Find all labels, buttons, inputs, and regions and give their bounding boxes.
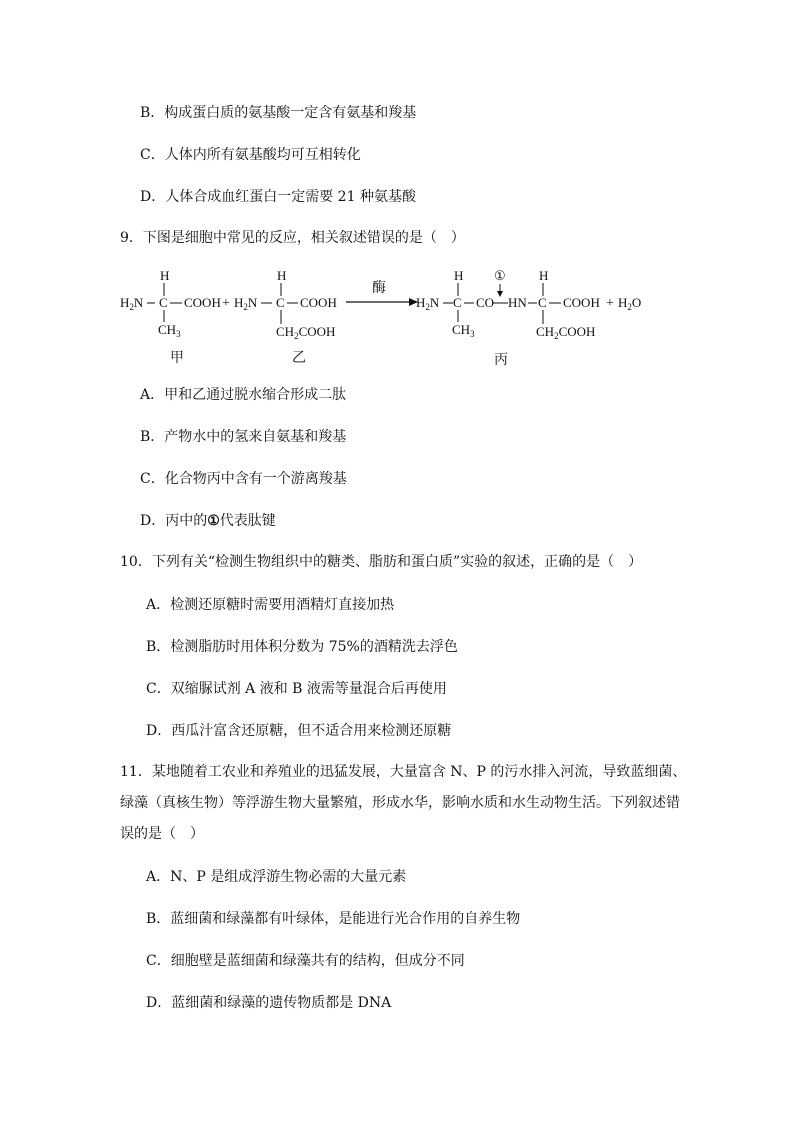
enzyme-label: 酶 xyxy=(372,281,386,296)
jia-h2n: $H_2N$ xyxy=(120,295,144,312)
yi-h: H xyxy=(277,268,287,283)
bing-c2: C xyxy=(538,295,547,310)
yi-h2n: $H_2N$ xyxy=(234,295,258,312)
q8-option-b: B．构成蛋白质的氨基酸一定含有氨基和羧基 xyxy=(140,105,417,121)
q11-option-c: C．细胞壁是蓝细菌和绿藻共有的结构，但成分不同 xyxy=(146,953,465,969)
q11-stem-line-1: 11．某地随着工农业和养殖业的迅猛发展，大量富含 N、P 的污水排入河流，导致蓝细菌、 xyxy=(120,764,687,780)
q9-option-d-prefix: D．丙中的 xyxy=(140,513,208,529)
label-bing: 丙 xyxy=(494,353,508,368)
bing-cooh: COOH xyxy=(563,295,600,310)
bing-h2: H xyxy=(539,268,549,283)
bing-ch2cooh: $CH_2COOH$ xyxy=(536,324,596,341)
circled-one-marker: ① xyxy=(207,513,220,529)
plus-1: + xyxy=(222,296,230,311)
q8-option-c: C．人体内所有氨基酸均可互相转化 xyxy=(140,147,361,163)
bing-co: CO xyxy=(476,295,495,310)
q9-option-a: A．甲和乙通过脱水缩合形成二肽 xyxy=(140,387,347,403)
q10-option-d: D．西瓜汁富含还原糖，但不适合用来检测还原糖 xyxy=(146,723,452,739)
jia-ch3: $CH_3$ xyxy=(158,322,181,339)
q11-option-b: B．蓝细菌和绿藻都有叶绿体，是能进行光合作用的自养生物 xyxy=(146,911,521,927)
water: $H_2O$ xyxy=(618,295,642,312)
q10-option-b: B．检测脂肪时用体积分数为 75%的酒精洗去浮色 xyxy=(146,639,458,655)
q10-stem: 10．下列有关“检测生物组织中的糖类、脂肪和蛋白质”实验的叙述，正确的是（ ） xyxy=(120,554,643,570)
bing-hn: HN xyxy=(508,295,527,310)
q11-option-d: D．蓝细菌和绿藻的遗传物质都是 DNA xyxy=(146,995,392,1011)
peptide-bond-marker: ① xyxy=(494,268,506,283)
q10-option-c: C．双缩脲试剂 A 液和 B 液需等量混合后再使用 xyxy=(146,681,447,697)
reaction-equation xyxy=(118,262,658,372)
yi-cooh: COOH xyxy=(300,295,337,310)
q11-stem-line-3: 误的是（ ） xyxy=(120,826,204,842)
bing-h2n: $H_2N$ xyxy=(416,295,440,312)
jia-h: H xyxy=(160,268,170,283)
q9-stem: 9．下图是细胞中常见的反应，相关叙述错误的是（ ） xyxy=(120,230,465,246)
bing-c1: C xyxy=(453,295,462,310)
q8-option-d: D．人体合成血红蛋白一定需要 21 种氨基酸 xyxy=(140,189,416,205)
q9-option-b: B．产物水中的氢来自氨基和羧基 xyxy=(140,429,347,445)
q9-option-d-suffix: 代表肽键 xyxy=(219,513,276,529)
q11-stem-line-2: 绿藻（真核生物）等浮游生物大量繁殖，形成水华，影响水质和水生动物生活。下列叙述错 xyxy=(120,795,680,811)
yi-c: C xyxy=(276,295,285,310)
q9-option-d xyxy=(140,512,276,530)
q11-option-a: A．N、P 是组成浮游生物必需的大量元素 xyxy=(146,869,407,885)
bing-h1: H xyxy=(454,268,464,283)
q10-option-a: A．检测还原糖时需要用酒精灯直接加热 xyxy=(146,597,395,613)
yi-ch2cooh: $CH_2COOH$ xyxy=(276,324,336,341)
bing-ch3: $CH_3$ xyxy=(452,322,475,339)
q9-option-c: C．化合物丙中含有一个游离羧基 xyxy=(140,471,347,487)
plus-2: + xyxy=(606,296,614,311)
label-jia: 甲 xyxy=(170,351,184,366)
jia-cooh: COOH xyxy=(184,295,221,310)
jia-c: C xyxy=(159,295,168,310)
label-yi: 乙 xyxy=(292,351,306,366)
